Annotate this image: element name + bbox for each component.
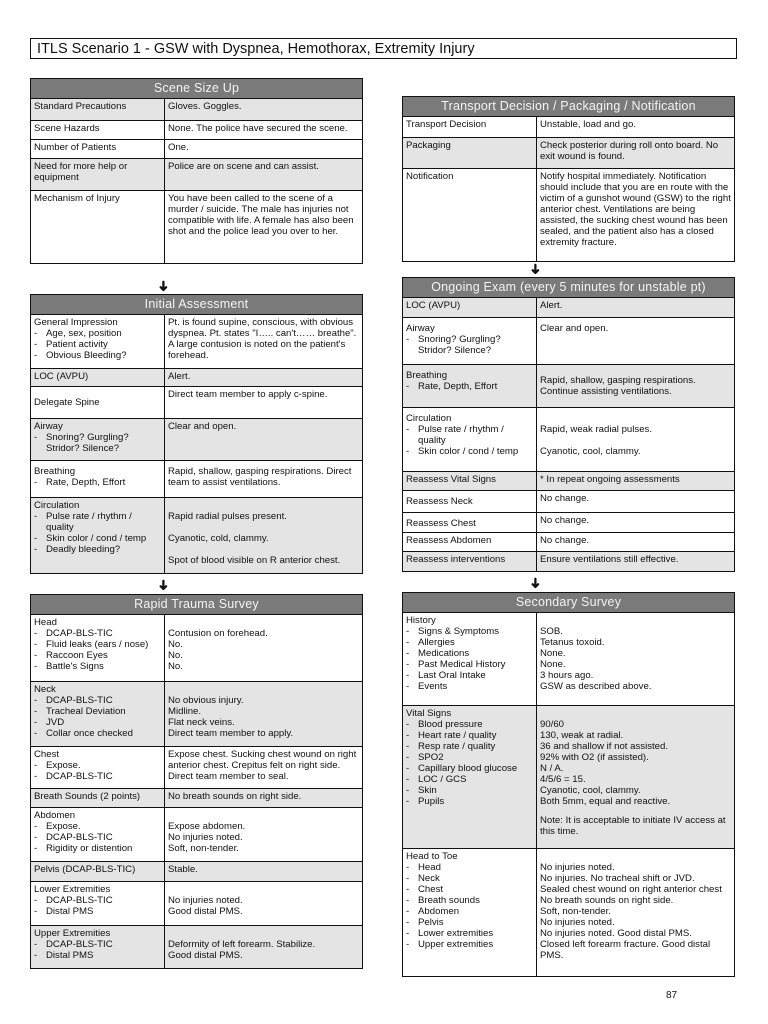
table-row xyxy=(403,298,734,318)
row-value: 90/60 130, weak at radial. 36 and shallow if not assisted. 92% with O2 (if assisted). N / A. 4/5/6 = 15. Cyanotic, cool, clammy. Both 5mm, equal and reactive. Note: It is acceptable to initiate IV access at this time. xyxy=(537,706,734,848)
table-row xyxy=(403,849,734,976)
row-label xyxy=(31,315,165,368)
row-label: Head to Toe - Head - Neck - Chest - Breath sounds - Abdomen - Pelvis - Lower extremities - Upper extremities xyxy=(403,849,537,976)
down-arrow-icon: ➜ xyxy=(155,579,172,591)
row-label: Notification xyxy=(403,169,537,261)
row-label: History - Signs & Symptoms - Allergies - Medications - Past Medical History - Last Oral Intake - Events xyxy=(403,613,537,705)
row-label: Breathing - Rate, Depth, Effort xyxy=(31,461,165,497)
row-value: Rapid, shallow, gasping respirations. Continue assisting ventilations. xyxy=(540,375,696,397)
table-row xyxy=(31,882,362,926)
row-label: Abdomen - Expose. - DCAP-BLS-TIC - Rigidity or distention xyxy=(31,808,165,861)
table-row xyxy=(31,419,362,461)
row-value: None. The police have secured the scene. xyxy=(168,123,348,134)
table-row xyxy=(31,369,362,387)
row-label: LOC (AVPU) xyxy=(403,298,537,317)
row-value: Ensure ventilations still effective. xyxy=(540,554,679,565)
row-value: You have been called to the scene of a murder / suicide. The male has injuries not compatible with life. A female has also been shot and the police lead you over to her. xyxy=(168,193,354,237)
rapid-trauma-survey-table xyxy=(30,594,363,969)
table-row xyxy=(403,408,734,472)
general-impression-label: General Impression xyxy=(34,317,118,328)
sub-item: - Age, sex, position xyxy=(34,328,122,339)
row-value: Deformity of left forearm. Stabilize. Good distal PMS. xyxy=(168,939,316,961)
table-row xyxy=(403,169,734,261)
row-label: Breathing - Rate, Depth, Effort xyxy=(403,365,537,407)
table-row xyxy=(31,159,362,191)
row-label: LOC (AVPU) xyxy=(31,369,165,386)
row-value: No change. xyxy=(540,535,590,546)
down-arrow-icon: ➜ xyxy=(527,263,544,275)
row-label: Reassess Vital Signs xyxy=(403,472,537,490)
table-row xyxy=(31,682,362,747)
row-value: No change. xyxy=(540,493,590,504)
row-label: Standard Precautions xyxy=(31,99,165,120)
row-value: Alert. xyxy=(540,300,563,311)
table-row xyxy=(31,315,362,369)
transport-decision-header: Transport Decision / Packaging / Notification xyxy=(403,97,734,117)
row-value: SOB. Tetanus toxoid. None. None. 3 hours ago. GSW as described above. xyxy=(540,626,652,692)
row-label: Need for more help or equipment xyxy=(31,159,165,190)
table-row xyxy=(403,533,734,552)
down-arrow-icon: ➜ xyxy=(155,280,172,292)
ongoing-exam-header: Ongoing Exam (every 5 minutes for unstable pt) xyxy=(403,278,734,298)
row-label: Transport Decision xyxy=(403,117,537,137)
initial-assessment-header: Initial Assessment xyxy=(31,295,362,315)
row-label: Airway - Snoring? Gurgling? Stridor? Silence? xyxy=(31,419,165,460)
table-row xyxy=(31,789,362,808)
row-value: Pt. is found supine, conscious, with obvious dyspnea. Pt. states "I….. can't…… breathe". A large contusion is noted on the patient's forehead. xyxy=(168,317,357,361)
row-value: Direct team member to apply c-spine. xyxy=(168,389,328,400)
row-label: Neck - DCAP-BLS-TIC - Tracheal Deviation - JVD - Collar once checked xyxy=(31,682,165,746)
row-value: * In repeat ongoing assessments xyxy=(540,474,680,485)
row-value: Police are on scene and can assist. xyxy=(168,161,319,172)
row-value: One. xyxy=(168,142,189,153)
row-label: Packaging xyxy=(403,138,537,168)
row-label: Reassess Abdomen xyxy=(403,533,537,551)
row-value: Unstable, load and go. xyxy=(540,119,637,130)
table-row xyxy=(31,926,362,968)
row-label: Breath Sounds (2 points) xyxy=(31,789,165,807)
table-row xyxy=(403,117,734,138)
row-label: Delegate Spine xyxy=(31,387,165,418)
sub-item: - Patient activity xyxy=(34,339,108,350)
row-value: Expose chest. Sucking chest wound on right anterior chest. Crepitus felt on right side. Direct team member to seal. xyxy=(168,749,357,782)
row-label: Chest - Expose. - DCAP-BLS-TIC xyxy=(31,747,165,788)
table-row xyxy=(403,552,734,571)
row-value: Check posterior during roll onto board. No exit wound is found. xyxy=(540,140,719,162)
row-value: Clear and open. xyxy=(540,323,609,334)
row-value: Rapid, shallow, gasping respirations. Direct team to assist ventilations. xyxy=(168,466,352,488)
table-row xyxy=(31,747,362,789)
table-row xyxy=(31,99,362,121)
row-label: Upper Extremities - DCAP-BLS-TIC - Distal PMS xyxy=(31,926,165,968)
table-row xyxy=(31,191,362,263)
row-value: Stable. xyxy=(168,864,198,875)
table-row xyxy=(31,498,362,573)
row-value: Clear and open. xyxy=(168,421,237,432)
row-label: Circulation - Pulse rate / rhythm / quality - Skin color / cond / temp xyxy=(403,408,537,471)
row-value: Contusion on forehead. No. No. No. xyxy=(168,628,268,672)
row-value: Rapid radial pulses present. Cyanotic, cold, clammy. Spot of blood visible on R anterior chest. xyxy=(168,511,341,566)
row-label: Scene Hazards xyxy=(31,121,165,139)
table-row xyxy=(403,613,734,706)
page-number: 87 xyxy=(666,990,678,1001)
row-value: Rapid, weak radial pulses. Cyanotic, cool, clammy. xyxy=(540,424,652,457)
down-arrow-icon: ➜ xyxy=(527,577,544,589)
row-label: Head - DCAP-BLS-TIC - Fluid leaks (ears / nose) - Raccoon Eyes - Battle's Signs xyxy=(31,615,165,681)
row-value: No injuries noted. No injuries. No tracheal shift or JVD. Sealed chest wound on right anterior chest No breath sounds on right side. Soft, non-tender. No injuries noted. No injuries noted. Good distal PMS. Closed left forearm fracture. Good distal PMS. xyxy=(540,862,722,961)
secondary-survey-table xyxy=(402,592,735,977)
row-label: Mechanism of Injury xyxy=(31,191,165,263)
table-row xyxy=(31,461,362,498)
page-title: ITLS Scenario 1 - GSW with Dyspnea, Hemothorax, Extremity Injury xyxy=(30,38,737,59)
table-row xyxy=(31,808,362,862)
row-value: Alert. xyxy=(168,371,191,382)
row-value: No injuries noted. Good distal PMS. xyxy=(168,895,243,917)
table-row xyxy=(31,615,362,682)
table-row xyxy=(31,140,362,159)
row-value: Gloves. Goggles. xyxy=(168,101,242,112)
scene-size-up-header: Scene Size Up xyxy=(31,79,362,99)
row-value: Notify hospital immediately. Notification should include that you are en route with the victim of a gunshot wound (GSW) to the right anterior chest. Ventilations are being assisted, the sucking chest wound has been sealed, and the patient also has a closed extremity fracture. xyxy=(540,171,731,248)
row-label: Vital Signs - Blood pressure - Heart rate / quality - Resp rate / quality - SPO2 - Capillary blood glucose - LOC / GCS - Skin - Pupils xyxy=(403,706,537,848)
table-row xyxy=(31,387,362,419)
table-row xyxy=(403,365,734,408)
rapid-trauma-survey-header: Rapid Trauma Survey xyxy=(31,595,362,615)
row-label: Airway - Snoring? Gurgling? Stridor? Silence? xyxy=(403,318,537,364)
row-value: No change. xyxy=(540,515,590,526)
iv-access-note: Note: It is acceptable to initiate IV access at this time. xyxy=(540,815,726,837)
table-row xyxy=(403,513,734,533)
initial-assessment-table xyxy=(30,294,363,574)
sub-item: - Obvious Bleeding? xyxy=(34,350,127,361)
table-row xyxy=(403,318,734,365)
row-value: Expose abdomen. No injuries noted. Soft, non-tender. xyxy=(168,821,246,854)
secondary-survey-header: Secondary Survey xyxy=(403,593,734,613)
table-row xyxy=(403,491,734,513)
table-row xyxy=(31,862,362,882)
ongoing-exam-table xyxy=(402,277,735,572)
transport-decision-table xyxy=(402,96,735,262)
table-row xyxy=(403,138,734,169)
table-row xyxy=(31,121,362,140)
row-value: No breath sounds on right side. xyxy=(168,791,302,802)
scene-size-up-table xyxy=(30,78,363,264)
row-label: Reassess interventions xyxy=(403,552,537,571)
row-label: Number of Patients xyxy=(31,140,165,158)
row-value: No obvious injury. Midline. Flat neck veins. Direct team member to apply. xyxy=(168,695,294,739)
row-label: Circulation - Pulse rate / rhythm / quality - Skin color / cond / temp - Deadly bleeding? xyxy=(31,498,165,573)
row-label: Pelvis (DCAP-BLS-TIC) xyxy=(31,862,165,881)
table-row xyxy=(403,472,734,491)
row-label: Reassess Chest xyxy=(403,513,537,532)
row-label: Reassess Neck xyxy=(403,491,537,512)
table-row xyxy=(403,706,734,849)
row-label: Lower Extremities - DCAP-BLS-TIC - Distal PMS xyxy=(31,882,165,925)
